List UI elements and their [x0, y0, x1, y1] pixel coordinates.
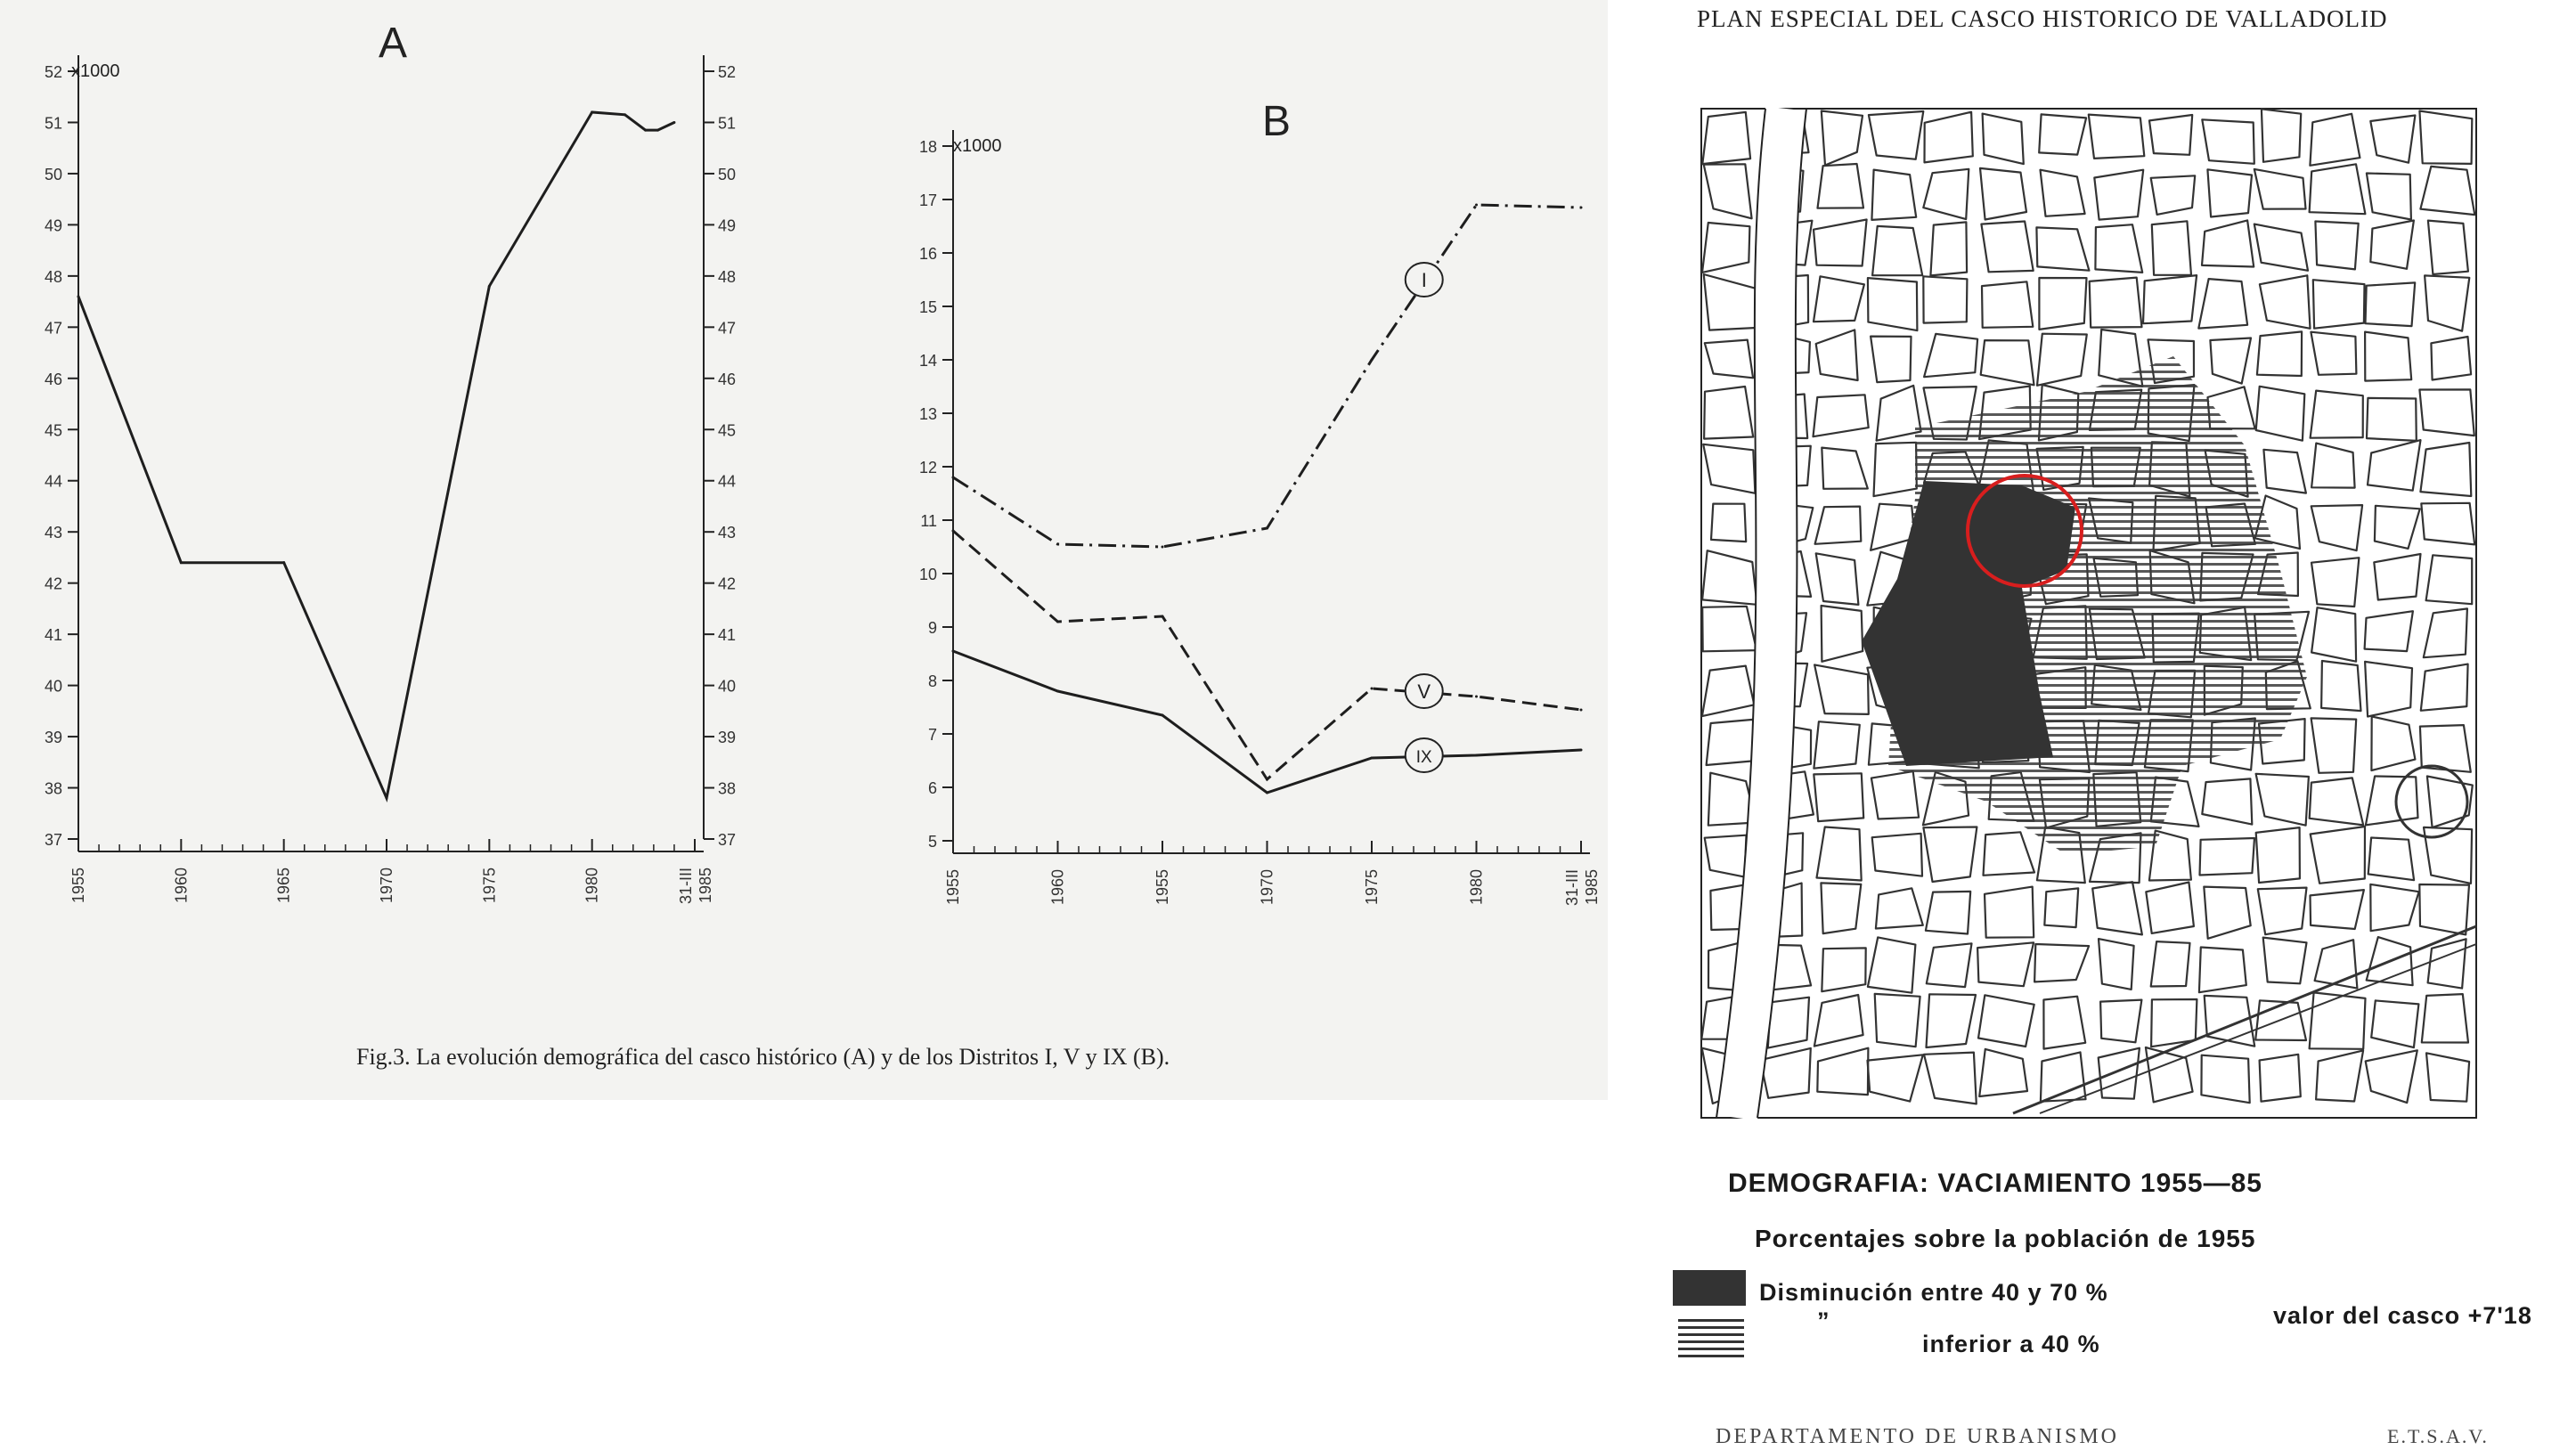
y-tick-label: 6	[927, 779, 937, 797]
y-tick-label: 40	[44, 677, 62, 696]
unit-label: x1000	[953, 136, 1002, 156]
y-tick-label: 42	[44, 574, 62, 593]
legend-subtitle: Porcentajes sobre la población de 1955	[1755, 1225, 2256, 1252]
x-tick-label: 1985	[697, 868, 714, 904]
y-tick-label: 51	[44, 114, 62, 133]
x-tick-label: 1965	[274, 868, 293, 904]
y-tick-label-right: 39	[718, 729, 737, 747]
y-tick-label-right: 41	[718, 626, 737, 645]
legend-swatch-dark	[1673, 1270, 1746, 1306]
y-tick-label: 45	[44, 421, 62, 440]
y-tick-label: 47	[44, 319, 62, 338]
chart-title: A	[379, 20, 408, 67]
x-tick-label: 1980	[583, 868, 601, 904]
y-tick-label: 44	[44, 472, 62, 491]
x-tick-label: 31-III	[1563, 869, 1581, 907]
map-title: PLAN ESPECIAL DEL CASCO HISTORICO DE VALLADOLID	[1697, 5, 2388, 32]
x-tick-label: 1970	[1258, 869, 1276, 906]
legend-ditto-mark: ”	[1817, 1307, 1830, 1334]
y-tick-label: 50	[44, 165, 62, 183]
y-tick-label: 46	[44, 370, 62, 388]
legend-item-decrease-40-70: Disminución entre 40 y 70 %	[1759, 1279, 2108, 1306]
x-tick-label: 1960	[1048, 869, 1067, 906]
y-tick-label: 16	[918, 245, 937, 263]
y-tick-label-right: 43	[718, 524, 737, 542]
y-tick-label: 14	[918, 352, 937, 370]
city-map	[1701, 109, 2476, 1118]
y-tick-label-right: 47	[718, 319, 737, 338]
y-tick-label-right: 49	[718, 216, 737, 235]
y-tick-label-right: 44	[718, 472, 737, 491]
y-tick-label-right: 37	[718, 831, 737, 849]
y-tick-label: 8	[927, 672, 937, 690]
y-tick-label: 52	[44, 63, 62, 81]
x-tick-label: 31-III	[677, 868, 695, 905]
series-name-label: IX	[1415, 748, 1432, 767]
series-name-label: I	[1421, 269, 1427, 291]
footer-school: E.T.S.A.V.	[2387, 1425, 2489, 1447]
legend-item-below-40: inferior a 40 %	[1922, 1331, 2100, 1357]
y-tick-label-right: 48	[718, 267, 737, 286]
y-tick-label-right: 42	[718, 574, 737, 593]
y-tick-label: 15	[918, 298, 937, 316]
y-tick-label: 5	[927, 833, 937, 851]
y-tick-label: 43	[44, 524, 62, 542]
y-tick-label-right: 51	[718, 114, 737, 133]
unit-label: x1000	[71, 61, 120, 81]
figure-caption: Fig.3. La evolución demográfica del casco histórico (A) y de los Distritos I, V y IX (B).	[356, 1044, 1170, 1070]
y-tick-label-right: 45	[718, 421, 737, 440]
x-tick-label: 1955	[69, 868, 87, 904]
y-tick-label-right: 50	[718, 165, 737, 183]
y-tick-label-right: 40	[718, 677, 737, 696]
y-tick-label-right: 38	[718, 779, 737, 798]
y-tick-label: 49	[44, 216, 62, 235]
y-tick-label: 9	[927, 619, 937, 637]
x-tick-label: 1955	[944, 869, 962, 906]
y-tick-label-right: 52	[718, 63, 737, 81]
y-tick-label: 12	[918, 459, 937, 477]
y-tick-label: 17	[918, 191, 937, 209]
y-tick-label-right: 46	[718, 370, 737, 388]
legend-swatch-hatch	[1678, 1318, 1744, 1357]
y-tick-label: 13	[918, 405, 937, 423]
series-name-label: V	[1417, 680, 1431, 703]
y-tick-label: 38	[44, 779, 62, 798]
y-tick-label: 37	[44, 831, 62, 849]
chart-title: B	[1262, 98, 1292, 145]
y-tick-label: 48	[44, 267, 62, 286]
x-tick-label: 1975	[480, 868, 499, 904]
y-tick-label: 18	[918, 138, 937, 156]
x-tick-label: 1970	[378, 868, 395, 904]
y-tick-label: 39	[44, 729, 62, 747]
x-tick-label: 1980	[1467, 869, 1486, 906]
legend-title: DEMOGRAFIA: VACIAMIENTO 1955—85	[1728, 1169, 2262, 1198]
y-tick-label: 10	[918, 566, 937, 583]
footer-department: DEPARTAMENTO DE URBANISMO	[1716, 1425, 2120, 1448]
y-tick-label: 41	[44, 626, 62, 645]
legend-casco-value: valor del casco +7'18	[2273, 1302, 2532, 1329]
y-tick-label: 7	[927, 726, 937, 744]
y-tick-label: 11	[920, 512, 937, 530]
x-tick-label: 1960	[172, 868, 191, 904]
x-tick-label: 1975	[1363, 869, 1381, 906]
x-tick-label: 1955	[1153, 869, 1171, 906]
x-tick-label: 1985	[1583, 869, 1601, 906]
